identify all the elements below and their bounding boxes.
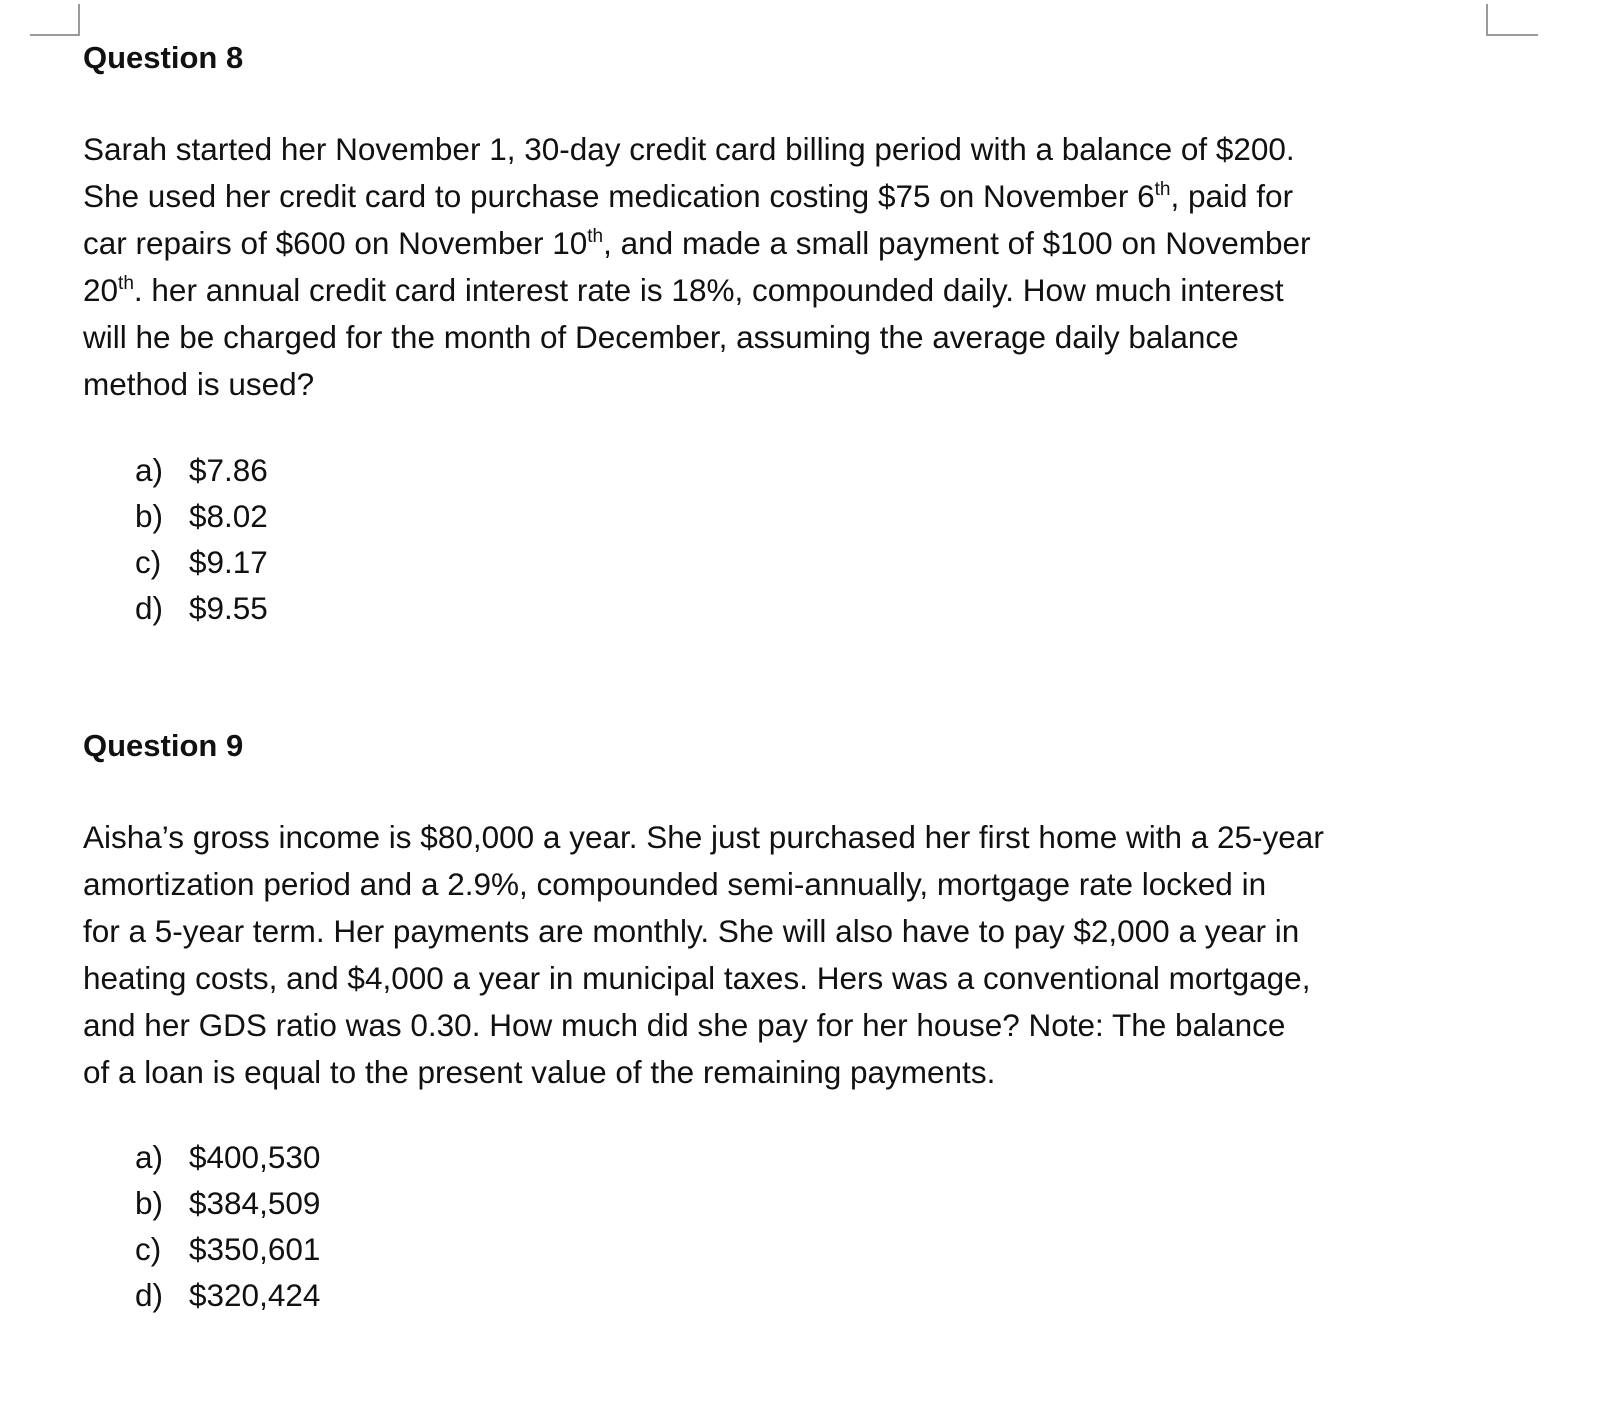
question-9-line-2 bbox=[83, 861, 1483, 908]
question-9-line-6 bbox=[83, 1049, 1483, 1096]
text-run: 20 bbox=[83, 272, 119, 308]
text-run: method is used? bbox=[83, 366, 315, 402]
question-9-line-5 bbox=[83, 1002, 1483, 1049]
question-9-option-c bbox=[135, 1226, 320, 1272]
option-letter: c) bbox=[135, 544, 162, 580]
question-9-line-3 bbox=[83, 908, 1483, 955]
ordinal-suffix: th bbox=[118, 273, 134, 294]
option-letter: d) bbox=[135, 590, 164, 626]
option-value: $320,424 bbox=[189, 1277, 321, 1313]
question-8-line-5 bbox=[83, 314, 1483, 361]
question-9-body bbox=[83, 814, 1483, 1096]
text-run: Aisha’s gross income is $80,000 a year. She just purchased her first home with a 25-year bbox=[83, 819, 1324, 855]
crop-mark-top-right bbox=[1486, 4, 1538, 36]
option-value: $7.86 bbox=[189, 452, 268, 488]
question-8-title: Question 8 bbox=[83, 40, 244, 75]
option-value: $384,509 bbox=[189, 1185, 321, 1221]
question-8-line-4 bbox=[83, 267, 1483, 314]
text-run: heating costs, and $4,000 a year in municipal taxes. Hers was a conventional mortgage, bbox=[83, 960, 1311, 996]
text-run: amortization period and a 2.9%, compounded semi-annually, mortgage rate locked in bbox=[83, 866, 1267, 902]
option-letter: b) bbox=[135, 1185, 164, 1221]
text-run: She used her credit card to purchase medication costing $75 on November 6 bbox=[83, 178, 1155, 214]
question-8-option-c bbox=[135, 539, 268, 585]
question-8-option-a bbox=[135, 447, 268, 493]
question-8-option-b bbox=[135, 493, 268, 539]
option-value: $8.02 bbox=[189, 498, 268, 534]
question-8-line-3 bbox=[83, 220, 1483, 267]
ordinal-suffix: th bbox=[1154, 179, 1171, 200]
option-letter: c) bbox=[135, 1231, 162, 1267]
question-9-option-b bbox=[135, 1180, 320, 1226]
text-run: Sarah started her November 1, 30-day credit card billing period with a balance of $200. bbox=[83, 131, 1295, 167]
option-value: $9.55 bbox=[189, 590, 268, 626]
question-8-line-6 bbox=[83, 361, 1483, 408]
text-run: for a 5-year term. Her payments are monthly. She will also have to pay $2,000 a year in bbox=[83, 913, 1300, 949]
option-letter: a) bbox=[135, 1139, 164, 1175]
text-run: . her annual credit card interest rate is 18%, compounded daily. How much interest bbox=[133, 272, 1284, 308]
text-run: and her GDS ratio was 0.30. How much did she pay for her house? Note: The balance bbox=[83, 1007, 1286, 1043]
ordinal-suffix: th bbox=[587, 226, 604, 247]
crop-mark-top-left bbox=[30, 4, 80, 36]
question-8-line-2 bbox=[83, 173, 1483, 220]
question-9-line-4 bbox=[83, 955, 1483, 1002]
question-9-option-a bbox=[135, 1134, 320, 1180]
question-8-option-d bbox=[135, 585, 268, 631]
question-9-options bbox=[135, 1134, 320, 1318]
text-run: , paid for bbox=[1170, 178, 1294, 214]
question-8-options bbox=[135, 447, 268, 631]
text-run: , and made a small payment of $100 on November bbox=[603, 225, 1311, 261]
question-8-body bbox=[83, 126, 1483, 408]
question-9-option-d bbox=[135, 1272, 320, 1318]
option-letter: a) bbox=[135, 452, 164, 488]
question-9-title: Question 9 bbox=[83, 728, 244, 763]
option-value: $9.17 bbox=[189, 544, 268, 580]
question-9-line-1 bbox=[83, 814, 1483, 861]
question-8-line-1 bbox=[83, 126, 1483, 173]
option-value: $350,601 bbox=[189, 1231, 321, 1267]
text-run: will he be charged for the month of December, assuming the average daily balance bbox=[83, 319, 1239, 355]
option-letter: d) bbox=[135, 1277, 164, 1313]
option-letter: b) bbox=[135, 498, 164, 534]
text-run: of a loan is equal to the present value of the remaining payments. bbox=[83, 1054, 996, 1090]
option-value: $400,530 bbox=[189, 1139, 321, 1175]
text-run: car repairs of $600 on November 10 bbox=[83, 225, 588, 261]
